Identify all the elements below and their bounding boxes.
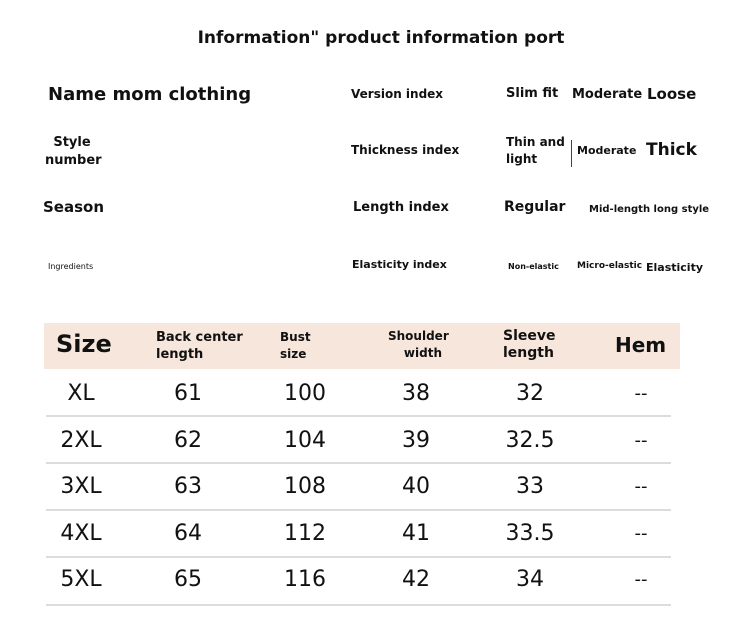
thickness-option-moderate: Moderate [577, 144, 637, 157]
version-option-slim-fit: Slim fit [506, 86, 559, 101]
row-divider [46, 509, 671, 511]
cell-back-length: 62 [174, 428, 202, 453]
cell-shoulder: 40 [402, 474, 430, 499]
ingredients-label: Ingredients [48, 262, 94, 271]
elasticity-index-label: Elasticity index [352, 258, 447, 271]
row-divider [46, 556, 671, 558]
version-index-label: Version index [351, 87, 444, 101]
version-option-moderate: Moderate [572, 87, 643, 102]
cell-sleeve: 32 [516, 381, 544, 406]
size-table-header [44, 323, 680, 369]
elasticity-option-elasticity: Elasticity [646, 261, 704, 274]
cell-hem: -- [634, 523, 648, 544]
cell-hem: -- [634, 430, 648, 451]
cell-bust: 100 [284, 381, 326, 406]
style-number-label: Style number [45, 135, 102, 168]
thickness-option-thin-light: Thin and light [506, 135, 565, 166]
cell-back-length: 65 [174, 567, 202, 592]
version-option-loose: Loose [647, 85, 697, 103]
cell-bust: 112 [284, 521, 326, 546]
option-divider [571, 140, 572, 167]
name-label: Name mom clothing [48, 84, 252, 105]
row-divider [46, 462, 671, 464]
header-bust-size: Bust size [280, 330, 311, 361]
cell-hem: -- [634, 383, 648, 404]
cell-shoulder: 38 [402, 381, 430, 406]
row-divider [46, 604, 671, 606]
header-hem: Hem [615, 333, 667, 357]
cell-shoulder: 42 [402, 567, 430, 592]
cell-bust: 104 [284, 428, 326, 453]
cell-sleeve: 33 [516, 474, 544, 499]
cell-sleeve: 34 [516, 567, 544, 592]
cell-hem: -- [634, 569, 648, 590]
cell-hem: -- [634, 476, 648, 497]
header-sleeve-length: Sleeve length [503, 328, 556, 361]
elasticity-option-micro-elastic: Micro-elastic [577, 261, 643, 271]
elasticity-option-non-elastic: Non-elastic [508, 262, 559, 271]
cell-shoulder: 39 [402, 428, 430, 453]
length-index-label: Length index [353, 200, 449, 215]
cell-size: XL [67, 381, 95, 406]
cell-shoulder: 41 [402, 521, 430, 546]
length-option-mid-length: Mid-length long style [589, 204, 710, 215]
header-shoulder-width: Shoulder width [388, 329, 449, 360]
cell-size: 4XL [60, 521, 102, 546]
cell-back-length: 63 [174, 474, 202, 499]
cell-back-length: 64 [174, 521, 202, 546]
season-label: Season [43, 198, 105, 216]
cell-size: 2XL [60, 428, 102, 453]
cell-back-length: 61 [174, 381, 202, 406]
cell-bust: 108 [284, 474, 326, 499]
cell-bust: 116 [284, 567, 326, 592]
page-title: Information" product information port [197, 28, 565, 48]
cell-sleeve: 32.5 [505, 428, 555, 453]
cell-size: 3XL [60, 474, 102, 499]
cell-sleeve: 33.5 [505, 521, 555, 546]
cell-size: 5XL [60, 567, 102, 592]
header-size: Size [56, 330, 112, 358]
length-option-regular: Regular [504, 199, 566, 215]
row-divider [46, 415, 671, 417]
header-back-center-length: Back center length [156, 330, 243, 362]
thickness-index-label: Thickness index [351, 143, 460, 157]
thickness-option-thick: Thick [646, 140, 697, 160]
